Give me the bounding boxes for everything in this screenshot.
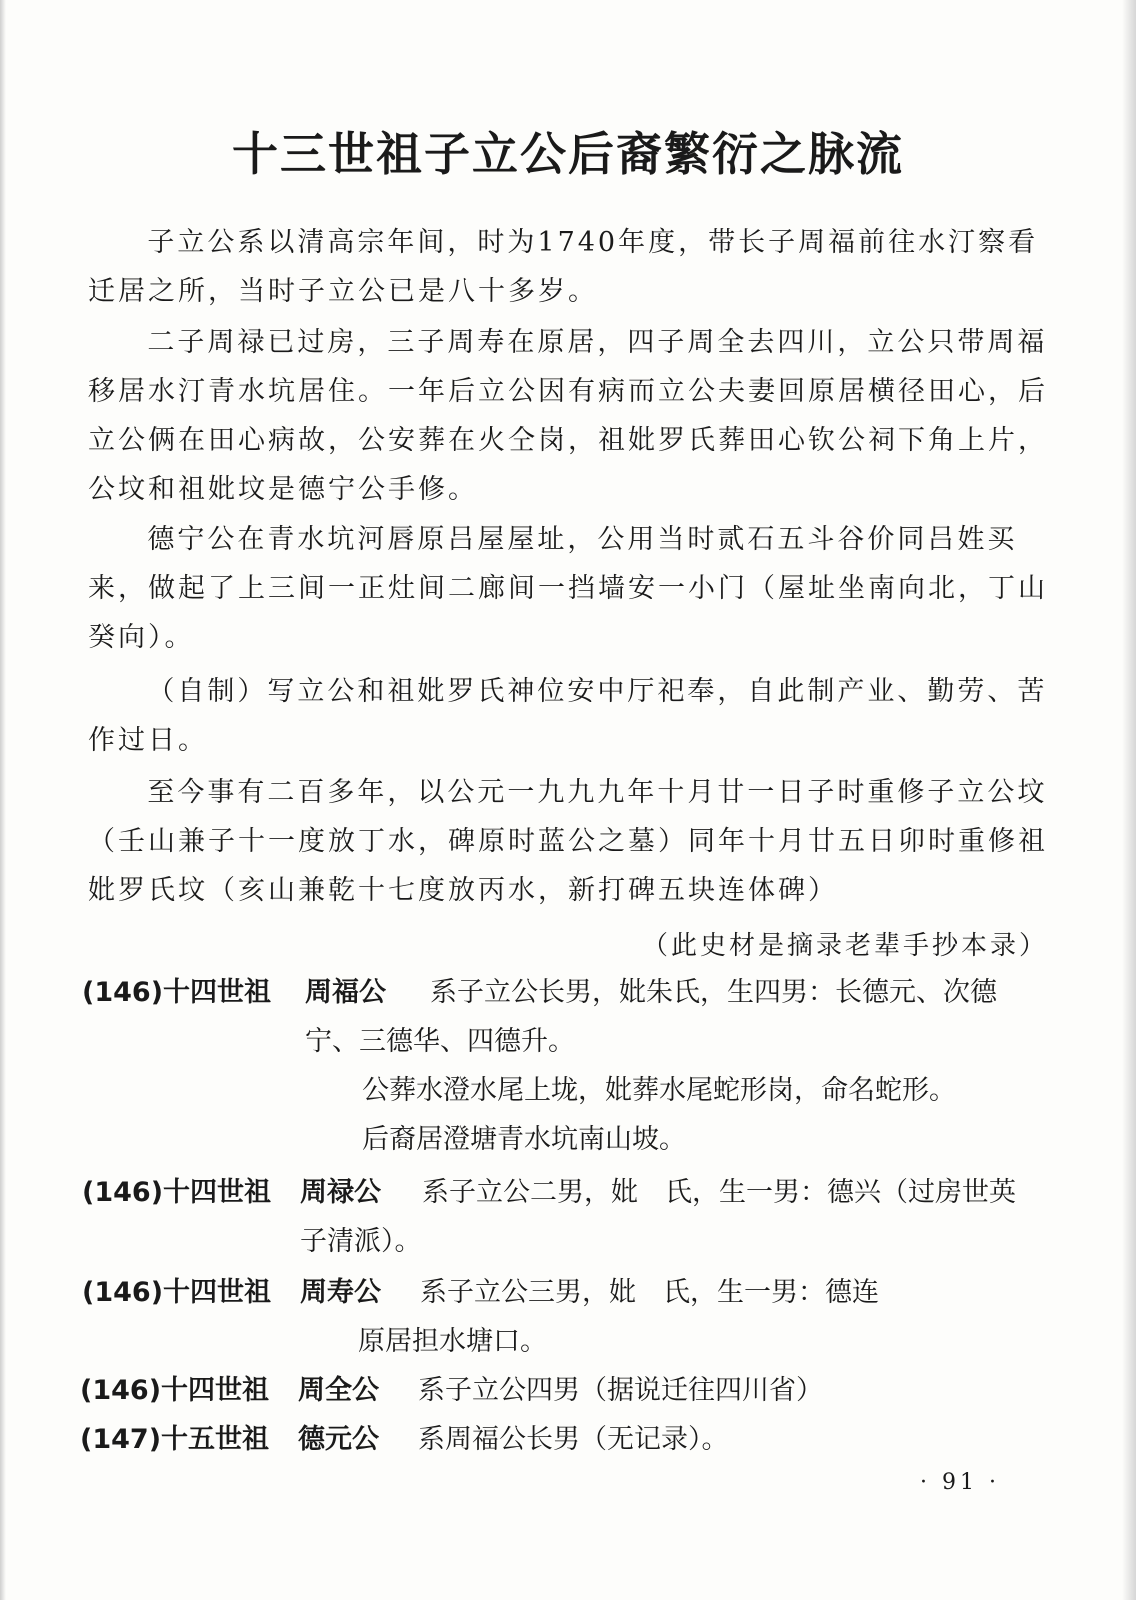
entry-number: (146) bbox=[82, 1177, 164, 1208]
entry-desc-line2: 子清派）。 bbox=[300, 1226, 422, 1257]
entry-generation: 十四世祖 bbox=[161, 1375, 270, 1406]
entry-desc-line1: 系子立公四男（据说迁往四川省） bbox=[418, 1375, 823, 1406]
scan-shadow-left bbox=[0, 0, 6, 1600]
scan-shadow-right bbox=[1122, 0, 1136, 1600]
genealogy-entry-3 bbox=[82, 1275, 271, 1311]
genealogy-entry-1 bbox=[82, 975, 271, 1011]
entry-generation: 十四世祖 bbox=[163, 1277, 272, 1308]
entry-desc-line1: 系子立公三男，妣 氏，生一男：德连 bbox=[420, 1277, 879, 1308]
entry-name: 周寿公 bbox=[300, 1277, 381, 1308]
entry-desc-line1: 系子立公二男，妣 氏，生一男：德兴（过房世英 bbox=[422, 1177, 1016, 1208]
entry-desc-line1: 系周福公长男（无记录）。 bbox=[418, 1424, 729, 1455]
paragraph-3: 德宁公在青水坑河唇原吕屋屋址，公用当时贰石五斗谷价同吕姓买来，做起了上三间一正灶间二廊间一挡墙安一小门（屋址坐南向北，丁山癸向）。 bbox=[88, 524, 1048, 653]
paragraph-5: 至今事有二百多年，以公元一九九九年十月廿一日子时重修子立公坟（壬山兼子十一度放丁水，碑原时蓝公之墓）同年十月廿五日卯时重修祖妣罗氏坟（亥山兼乾十七度放丙水，新打碑五块连体碑） bbox=[88, 777, 1048, 906]
entry-name: 周全公 bbox=[298, 1375, 379, 1406]
entry-number: (146) bbox=[82, 977, 164, 1008]
entry-generation: 十四世祖 bbox=[163, 977, 272, 1008]
entry-number: (147) bbox=[80, 1424, 162, 1455]
page-title: 十三世祖子立公后裔繁衍之脉流 bbox=[232, 127, 904, 181]
genealogy-entry-5 bbox=[80, 1422, 269, 1458]
entry-name: 周禄公 bbox=[300, 1177, 381, 1208]
source-note: （此史材是摘录老辈手抄本录） bbox=[641, 931, 1048, 961]
entry-desc-line4: 后裔居澄塘青水坑南山坡。 bbox=[362, 1124, 686, 1155]
entry-desc-line1: 系子立公长男，妣朱氏，生四男：长德元、次德 bbox=[430, 977, 997, 1008]
genealogy-entry-4 bbox=[80, 1373, 269, 1409]
entry-generation: 十四世祖 bbox=[163, 1177, 272, 1208]
page-number: · 91 · bbox=[920, 1470, 1000, 1495]
entry-generation: 十五世祖 bbox=[161, 1424, 270, 1455]
paragraph-1: 子立公系以清高宗年间，时为1740年度，带长子周福前往水汀察看迁居之所，当时子立公已是八十多岁。 bbox=[88, 227, 1039, 307]
paragraph-2: 二子周禄已过房，三子周寿在原居，四子周全去四川，立公只带周福移居水汀青水坑居住。一年后立公因有病而立公夫妻回原居横径田心，后立公俩在田心病故，公安葬在火仝岗，祖妣罗氏葬田心钦公祠下角上片，公坟和祖妣坟是德宁公手修。 bbox=[88, 327, 1048, 505]
entry-number: (146) bbox=[82, 1277, 164, 1308]
entry-desc-line3: 公葬水澄水尾上垅，妣葬水尾蛇形岗，命名蛇形。 bbox=[362, 1075, 956, 1106]
entry-number: (146) bbox=[80, 1375, 162, 1406]
entry-desc-line2: 原居担水塘口。 bbox=[358, 1326, 547, 1357]
entry-desc-line2: 宁、三德华、四德升。 bbox=[305, 1026, 575, 1057]
entry-name: 德元公 bbox=[298, 1424, 379, 1455]
paragraph-4: （自制）写立公和祖妣罗氏神位安中厅祀奉，自此制产业、勤劳、苦作过日。 bbox=[88, 676, 1048, 756]
genealogy-entry-2 bbox=[82, 1175, 271, 1211]
entry-name: 周福公 bbox=[305, 977, 386, 1008]
